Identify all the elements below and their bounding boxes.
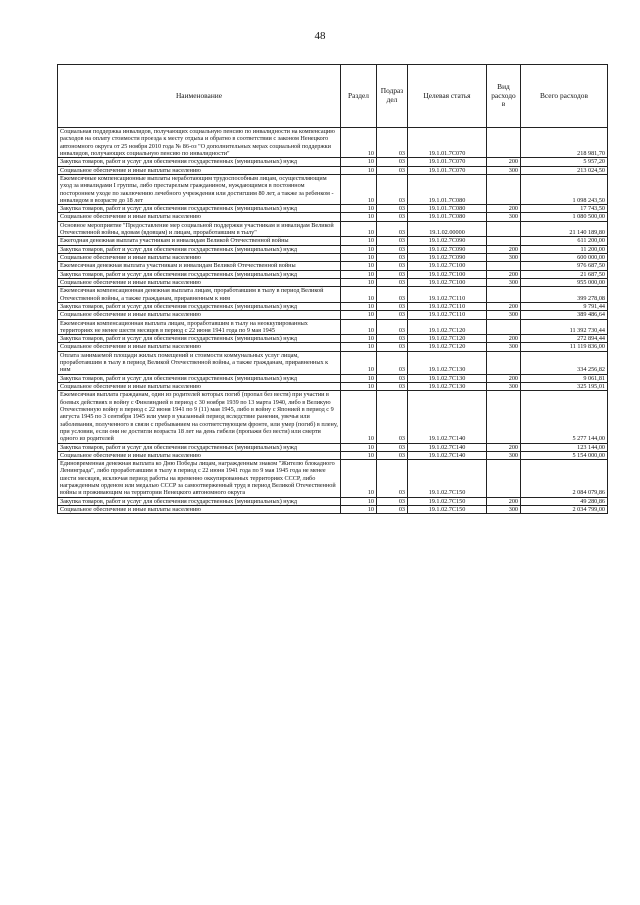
cell-kind: 200 bbox=[487, 335, 521, 343]
cell-name: Социальное обеспечение и иные выплаты населению bbox=[58, 506, 341, 514]
cell-section: 10 bbox=[341, 262, 377, 270]
budget-table bbox=[57, 64, 608, 514]
cell-name: Социальное обеспечение и иные выплаты населению bbox=[58, 311, 341, 319]
cell-kind bbox=[487, 128, 521, 158]
cell-total: 399 278,08 bbox=[521, 287, 608, 303]
cell-sub: 03 bbox=[377, 335, 408, 343]
cell-total: 5 154 000,00 bbox=[521, 451, 608, 459]
cell-name: Ежемесячная компенсационная выплата лицам, проработавшим в тылу на неоккупированных территориях не менее шести месяцев в период с 22 июня 1941 года по 9 мая 1945 bbox=[58, 319, 341, 335]
cell-kind: 200 bbox=[487, 374, 521, 382]
cell-section: 10 bbox=[341, 319, 377, 335]
cell-target: 19.1.02.7C110 bbox=[408, 302, 487, 310]
header-section: Раздел bbox=[341, 65, 377, 128]
table-body bbox=[58, 128, 608, 514]
cell-target: 19.1.01.7C080 bbox=[408, 205, 487, 213]
table-row bbox=[58, 302, 608, 310]
cell-kind: 300 bbox=[487, 213, 521, 221]
cell-sub: 03 bbox=[377, 506, 408, 514]
cell-kind: 300 bbox=[487, 451, 521, 459]
cell-section: 10 bbox=[341, 302, 377, 310]
header-total: Всего расходов bbox=[521, 65, 608, 128]
cell-kind: 300 bbox=[487, 343, 521, 351]
cell-sub: 03 bbox=[377, 221, 408, 237]
cell-section: 10 bbox=[341, 351, 377, 374]
table-row bbox=[58, 311, 608, 319]
cell-section: 10 bbox=[341, 158, 377, 166]
cell-section: 10 bbox=[341, 245, 377, 253]
cell-total: 600 000,00 bbox=[521, 254, 608, 262]
cell-section: 10 bbox=[341, 221, 377, 237]
table-row bbox=[58, 262, 608, 270]
cell-target: 19.1.02.7C130 bbox=[408, 383, 487, 391]
cell-section: 10 bbox=[341, 391, 377, 443]
cell-target: 19.1.01.7C080 bbox=[408, 213, 487, 221]
table-row bbox=[58, 221, 608, 237]
cell-section: 10 bbox=[341, 506, 377, 514]
cell-name: Закупка товаров, работ и услуг для обеспечения государственных (муниципальных) нужд bbox=[58, 205, 341, 213]
cell-section: 10 bbox=[341, 443, 377, 451]
cell-sub: 03 bbox=[377, 351, 408, 374]
cell-total: 5 277 144,00 bbox=[521, 391, 608, 443]
cell-total: 21 140 189,80 bbox=[521, 221, 608, 237]
cell-total: 21 687,50 bbox=[521, 270, 608, 278]
table-row bbox=[58, 443, 608, 451]
cell-total: 123 144,00 bbox=[521, 443, 608, 451]
cell-kind: 200 bbox=[487, 443, 521, 451]
cell-section: 10 bbox=[341, 383, 377, 391]
cell-sub: 03 bbox=[377, 205, 408, 213]
cell-kind: 300 bbox=[487, 166, 521, 174]
table-row bbox=[58, 213, 608, 221]
cell-kind: 200 bbox=[487, 158, 521, 166]
cell-kind bbox=[487, 221, 521, 237]
cell-target: 19.1.02.7C120 bbox=[408, 319, 487, 335]
table-row bbox=[58, 166, 608, 174]
table-row bbox=[58, 351, 608, 374]
cell-sub: 03 bbox=[377, 302, 408, 310]
cell-total: 955 000,00 bbox=[521, 278, 608, 286]
cell-sub: 03 bbox=[377, 262, 408, 270]
cell-sub: 03 bbox=[377, 451, 408, 459]
cell-section: 10 bbox=[341, 335, 377, 343]
cell-name: Ежегодная денежная выплата участникам и инвалидам Великой Отечественной войны bbox=[58, 237, 341, 245]
cell-target: 19.1.02.7C100 bbox=[408, 262, 487, 270]
cell-target: 19.1.02.00000 bbox=[408, 221, 487, 237]
cell-sub: 03 bbox=[377, 245, 408, 253]
cell-kind: 200 bbox=[487, 245, 521, 253]
cell-name: Социальная поддержка инвалидов, получающих социальную пенсию по инвалидности на компенсацию расходов на оплату стоимости проезда к месту отдыха и обратно в соответствии с законом Ненецкого автономного округа от 25 ноября 2010 года № 86-оз "О дополнительных мерах социальной поддержки инвалидов, получающих социальную пенсию по инвалидности" bbox=[58, 128, 341, 158]
table-header-row bbox=[58, 65, 608, 128]
table-row bbox=[58, 245, 608, 253]
cell-section: 10 bbox=[341, 460, 377, 498]
cell-section: 10 bbox=[341, 374, 377, 382]
cell-kind: 200 bbox=[487, 302, 521, 310]
cell-sub: 03 bbox=[377, 319, 408, 335]
cell-total: 9 791,44 bbox=[521, 302, 608, 310]
cell-target: 19.1.01.7C070 bbox=[408, 158, 487, 166]
cell-total: 1 080 500,00 bbox=[521, 213, 608, 221]
cell-sub: 03 bbox=[377, 237, 408, 245]
cell-sub: 03 bbox=[377, 343, 408, 351]
cell-target: 19.1.02.7C140 bbox=[408, 451, 487, 459]
cell-section: 10 bbox=[341, 343, 377, 351]
cell-target: 19.1.02.7C120 bbox=[408, 335, 487, 343]
cell-name: Социальное обеспечение и иные выплаты населению bbox=[58, 254, 341, 262]
cell-name: Социальное обеспечение и иные выплаты населению bbox=[58, 451, 341, 459]
table-row bbox=[58, 374, 608, 382]
cell-total: 2 034 799,00 bbox=[521, 506, 608, 514]
cell-total: 334 256,82 bbox=[521, 351, 608, 374]
cell-sub: 03 bbox=[377, 270, 408, 278]
header-name: Наименование bbox=[58, 65, 341, 128]
table-row bbox=[58, 391, 608, 443]
cell-target: 19.1.02.7C130 bbox=[408, 374, 487, 382]
cell-target: 19.1.02.7C110 bbox=[408, 287, 487, 303]
cell-kind bbox=[487, 287, 521, 303]
cell-name: Ежемесячная выплата гражданам, один из родителей которых погиб (пропал без вести) при участии в боевых действиях в войну с Финляндией в период с 30 ноября 1939 по 13 марта 1940, либо в Великую Отечественную войну в период с 22 июня 1941 по 9 (11) мая 1945, либо в войну с Японией в период с 9 августа 1945 по 3 сентября 1945 или умер в указанный период вследствие ранения, увечья или заболевания, полученного в связи с пребыванием на соответствующем фронте, или умер (погиб) в плену, при условии, если они не достигли возраста 18 лет на день гибели (пропажи без вести) или смерти одного из родителей bbox=[58, 391, 341, 443]
cell-name: Ежемесячная денежная выплата участникам и инвалидам Великой Отечественной войны bbox=[58, 262, 341, 270]
cell-target: 19.1.01.7C070 bbox=[408, 128, 487, 158]
table-row bbox=[58, 383, 608, 391]
cell-name: Единовременная денежная выплата ко Дню Победы лицам, награжденным знаком "Жителю блокадного Ленинграда", либо проработавшим в тылу в период с 22 июня 1941 года по 9 мая 1945 года не менее шести месяцев, исключая период работы на временно оккупированных территориях СССР, либо награжденным орденом или медалью СССР за самоотверженный труд в период Великой Отечественной войны и проживающим на территории Ненецкого автономного округа bbox=[58, 460, 341, 498]
cell-sub: 03 bbox=[377, 391, 408, 443]
cell-target: 19.1.02.7C090 bbox=[408, 237, 487, 245]
cell-name: Социальное обеспечение и иные выплаты населению bbox=[58, 278, 341, 286]
cell-total: 11 119 836,00 bbox=[521, 343, 608, 351]
table-row bbox=[58, 174, 608, 204]
table-row bbox=[58, 254, 608, 262]
table-row bbox=[58, 343, 608, 351]
cell-target: 19.1.02.7C130 bbox=[408, 351, 487, 374]
cell-sub: 03 bbox=[377, 311, 408, 319]
page-number: 48 bbox=[314, 30, 326, 42]
cell-total: 272 894,44 bbox=[521, 335, 608, 343]
cell-total: 213 024,50 bbox=[521, 166, 608, 174]
cell-kind bbox=[487, 262, 521, 270]
cell-target: 19.1.01.7C070 bbox=[408, 166, 487, 174]
cell-kind: 300 bbox=[487, 383, 521, 391]
cell-sub: 03 bbox=[377, 287, 408, 303]
cell-name: Закупка товаров, работ и услуг для обеспечения государственных (муниципальных) нужд bbox=[58, 443, 341, 451]
cell-kind bbox=[487, 237, 521, 245]
cell-target: 19.1.01.7C080 bbox=[408, 174, 487, 204]
table-row bbox=[58, 335, 608, 343]
cell-target: 19.1.02.7C150 bbox=[408, 460, 487, 498]
cell-total: 1 098 243,50 bbox=[521, 174, 608, 204]
cell-sub: 03 bbox=[377, 174, 408, 204]
cell-total: 976 687,50 bbox=[521, 262, 608, 270]
cell-sub: 03 bbox=[377, 213, 408, 221]
cell-name: Ежемесячные компенсационные выплаты неработающим трудоспособным лицам, осуществляющим уход за инвалидами I группы, либо престарелым гражданином, нуждающимся в постоянном постороннем уходе по заключению лечебного учреждения или достигшим 80 лет, а также за ребенком - инвалидом в возрасте до 18 лет bbox=[58, 174, 341, 204]
cell-kind: 300 bbox=[487, 278, 521, 286]
cell-total: 49 280,86 bbox=[521, 497, 608, 505]
cell-section: 10 bbox=[341, 205, 377, 213]
cell-name: Социальное обеспечение и иные выплаты населению bbox=[58, 383, 341, 391]
cell-sub: 03 bbox=[377, 254, 408, 262]
cell-total: 5 957,20 bbox=[521, 158, 608, 166]
cell-kind: 300 bbox=[487, 254, 521, 262]
cell-name: Социальное обеспечение и иные выплаты населению bbox=[58, 343, 341, 351]
table-row bbox=[58, 278, 608, 286]
cell-total: 389 486,64 bbox=[521, 311, 608, 319]
cell-section: 10 bbox=[341, 287, 377, 303]
cell-total: 11 392 730,44 bbox=[521, 319, 608, 335]
cell-kind: 200 bbox=[487, 497, 521, 505]
cell-sub: 03 bbox=[377, 166, 408, 174]
cell-target: 19.1.02.7C150 bbox=[408, 506, 487, 514]
table-row bbox=[58, 497, 608, 505]
cell-target: 19.1.02.7C090 bbox=[408, 254, 487, 262]
cell-name: Ежемесячная компенсационная денежная выплата лицам, проработавшим в тылу в период Великой Отечественной войны, а также гражданам, приравненным к ним bbox=[58, 287, 341, 303]
table-row bbox=[58, 205, 608, 213]
cell-total: 9 061,81 bbox=[521, 374, 608, 382]
cell-sub: 03 bbox=[377, 383, 408, 391]
cell-name: Закупка товаров, работ и услуг для обеспечения государственных (муниципальных) нужд bbox=[58, 335, 341, 343]
cell-section: 10 bbox=[341, 166, 377, 174]
cell-total: 611 200,00 bbox=[521, 237, 608, 245]
table-row bbox=[58, 319, 608, 335]
table-row bbox=[58, 128, 608, 158]
cell-name: Закупка товаров, работ и услуг для обеспечения государственных (муниципальных) нужд bbox=[58, 158, 341, 166]
cell-target: 19.1.02.7C090 bbox=[408, 245, 487, 253]
cell-total: 218 981,70 bbox=[521, 128, 608, 158]
header-target: Целевая статья bbox=[408, 65, 487, 128]
table-row bbox=[58, 287, 608, 303]
header-kind: Вид расходо в bbox=[487, 65, 521, 128]
cell-kind bbox=[487, 174, 521, 204]
cell-sub: 03 bbox=[377, 497, 408, 505]
cell-sub: 03 bbox=[377, 128, 408, 158]
cell-section: 10 bbox=[341, 174, 377, 204]
table-row bbox=[58, 451, 608, 459]
cell-name: Основное мероприятие "Предоставление мер социальной поддержки участникам и инвалидам Великой Отечественной войны, вдовам (вдовцам) и лицам, проработавшим в тылу" bbox=[58, 221, 341, 237]
table-row bbox=[58, 270, 608, 278]
cell-sub: 03 bbox=[377, 460, 408, 498]
cell-kind: 300 bbox=[487, 311, 521, 319]
cell-kind bbox=[487, 351, 521, 374]
cell-section: 10 bbox=[341, 128, 377, 158]
cell-section: 10 bbox=[341, 278, 377, 286]
cell-target: 19.1.02.7C150 bbox=[408, 497, 487, 505]
cell-kind: 200 bbox=[487, 270, 521, 278]
cell-sub: 03 bbox=[377, 158, 408, 166]
cell-target: 19.1.02.7C120 bbox=[408, 343, 487, 351]
cell-total: 2 084 079,86 bbox=[521, 460, 608, 498]
cell-section: 10 bbox=[341, 311, 377, 319]
cell-target: 19.1.02.7C110 bbox=[408, 311, 487, 319]
cell-kind: 200 bbox=[487, 205, 521, 213]
cell-section: 10 bbox=[341, 254, 377, 262]
cell-sub: 03 bbox=[377, 374, 408, 382]
cell-section: 10 bbox=[341, 270, 377, 278]
cell-target: 19.1.02.7C140 bbox=[408, 443, 487, 451]
cell-section: 10 bbox=[341, 237, 377, 245]
cell-name: Оплата занимаемой площади жилых помещений и стоимости коммунальных услуг лицам, проработавшим в тылу в период Великой Отечественной войны, а также гражданам, приравненных к ним bbox=[58, 351, 341, 374]
cell-section: 10 bbox=[341, 497, 377, 505]
cell-target: 19.1.02.7C100 bbox=[408, 270, 487, 278]
cell-target: 19.1.02.7C100 bbox=[408, 278, 487, 286]
cell-sub: 03 bbox=[377, 443, 408, 451]
cell-total: 17 743,50 bbox=[521, 205, 608, 213]
header-subsection: Подраз дел bbox=[377, 65, 408, 128]
table-row bbox=[58, 506, 608, 514]
cell-name: Социальное обеспечение и иные выплаты населению bbox=[58, 166, 341, 174]
table-row bbox=[58, 237, 608, 245]
cell-kind bbox=[487, 460, 521, 498]
cell-sub: 03 bbox=[377, 278, 408, 286]
cell-section: 10 bbox=[341, 213, 377, 221]
cell-total: 11 200,00 bbox=[521, 245, 608, 253]
cell-name: Социальное обеспечение и иные выплаты населению bbox=[58, 213, 341, 221]
cell-total: 325 195,01 bbox=[521, 383, 608, 391]
table-row bbox=[58, 460, 608, 498]
cell-kind bbox=[487, 319, 521, 335]
table-row bbox=[58, 158, 608, 166]
cell-name: Закупка товаров, работ и услуг для обеспечения государственных (муниципальных) нужд bbox=[58, 302, 341, 310]
cell-target: 19.1.02.7C140 bbox=[408, 391, 487, 443]
cell-name: Закупка товаров, работ и услуг для обеспечения государственных (муниципальных) нужд bbox=[58, 497, 341, 505]
cell-section: 10 bbox=[341, 451, 377, 459]
cell-name: Закупка товаров, работ и услуг для обеспечения государственных (муниципальных) нужд bbox=[58, 374, 341, 382]
cell-kind: 300 bbox=[487, 506, 521, 514]
cell-name: Закупка товаров, работ и услуг для обеспечения государственных (муниципальных) нужд bbox=[58, 270, 341, 278]
cell-kind bbox=[487, 391, 521, 443]
cell-name: Закупка товаров, работ и услуг для обеспечения государственных (муниципальных) нужд bbox=[58, 245, 341, 253]
